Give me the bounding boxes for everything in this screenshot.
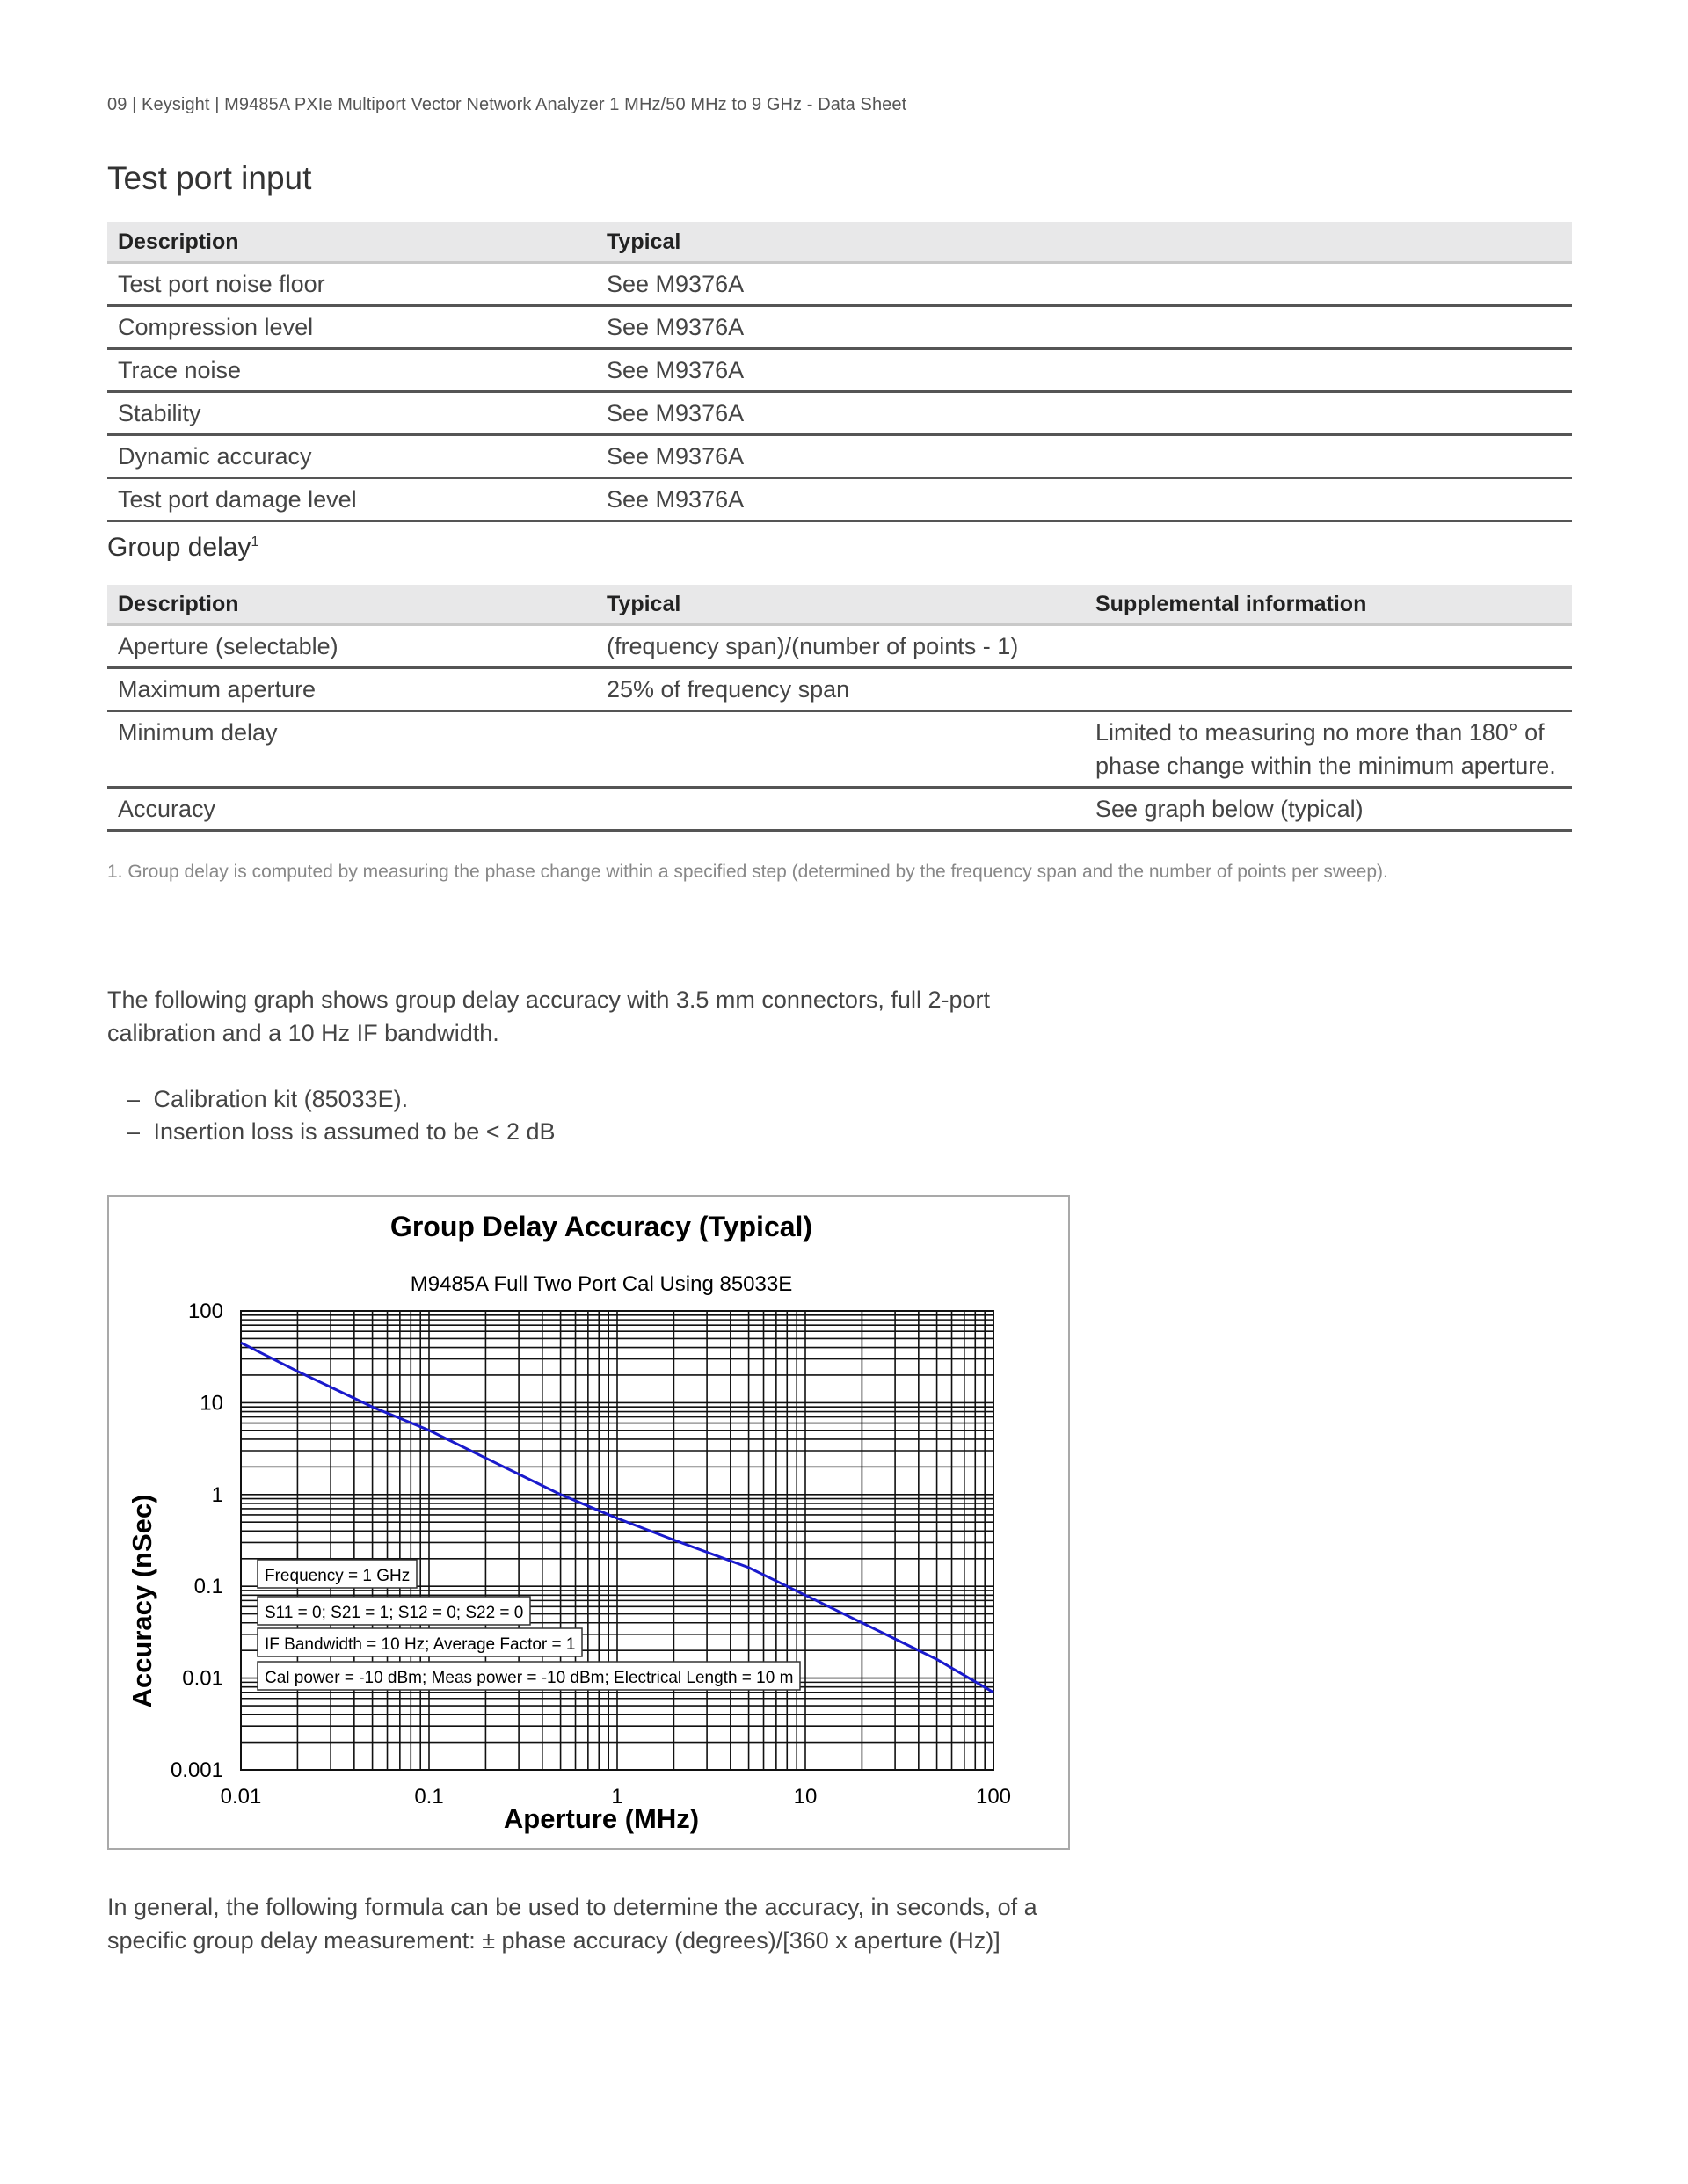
bullet-item: – Insertion loss is assumed to be < 2 dB — [127, 1116, 556, 1148]
x-tick-label: 10 — [793, 1785, 818, 1809]
table-row — [107, 711, 1572, 788]
cell-description: Minimum delay — [107, 711, 596, 788]
table-row — [107, 392, 1572, 435]
formula-paragraph: In general, the following formula can be used to determine the accuracy, in seconds, of a specific group delay measurement: ± phase accuracy (degrees)/[360 x aperture (Hz)] — [107, 1894, 1037, 1954]
table-header-row — [107, 222, 1572, 263]
cell-description: Dynamic accuracy — [107, 435, 596, 478]
chart-tick-labels — [171, 1299, 1011, 1809]
table-row — [107, 306, 1572, 349]
chart-annotations — [258, 1560, 800, 1690]
chart-svg — [109, 1197, 1072, 1852]
chart-y-axis-label: Accuracy (nSec) — [127, 1494, 157, 1708]
annotation-text: IF Bandwidth = 10 Hz; Average Factor = 1 — [265, 1635, 576, 1654]
cell-typical — [596, 788, 1085, 831]
cell-typical: See M9376A — [596, 349, 1572, 392]
cell-supplemental: See graph below (typical) — [1085, 788, 1572, 831]
cell-typical: See M9376A — [596, 392, 1572, 435]
annotation-text: S11 = 0; S21 = 1; S12 = 0; S22 = 0 — [265, 1604, 524, 1622]
x-tick-label: 0.01 — [220, 1785, 262, 1809]
cell-typical: (frequency span)/(number of points - 1) — [596, 625, 1085, 668]
annotation-box — [258, 1560, 417, 1588]
table-header-row — [107, 585, 1572, 625]
annotation-text: Frequency = 1 GHz — [265, 1567, 411, 1585]
cell-description: Compression level — [107, 306, 596, 349]
group-delay-chart — [107, 1195, 1070, 1850]
chart-grid — [241, 1311, 993, 1770]
cell-typical: See M9376A — [596, 263, 1572, 306]
y-tick-label: 1 — [211, 1482, 223, 1507]
chart-subtitle: M9485A Full Two Port Cal Using 85033E — [410, 1272, 793, 1296]
intro-bullet-list — [127, 1083, 556, 1148]
table-row — [107, 788, 1572, 831]
column-header: Typical — [596, 585, 1085, 625]
section-title-group-delay — [107, 533, 258, 563]
column-header: Supplemental information — [1085, 585, 1572, 625]
annotation-box — [258, 1628, 582, 1656]
y-tick-label: 10 — [200, 1391, 223, 1416]
cell-description: Maximum aperture — [107, 668, 596, 711]
cell-typical — [596, 711, 1085, 788]
cell-typical: See M9376A — [596, 478, 1572, 521]
chart-x-axis-label: Aperture (MHz) — [503, 1803, 700, 1834]
column-header: Description — [107, 222, 596, 263]
table-row — [107, 625, 1572, 668]
cell-description: Test port damage level — [107, 478, 596, 521]
annotation-text: Cal power = -10 dBm; Meas power = -10 dBm; Electrical Length = 10 m — [265, 1669, 794, 1687]
cell-typical: 25% of frequency span — [596, 668, 1085, 711]
cell-description: Stability — [107, 392, 596, 435]
annotation-box — [258, 1662, 800, 1690]
cell-description: Test port noise floor — [107, 263, 596, 306]
running-header: 09 | Keysight | M9485A PXIe Multiport Vector Network Analyzer 1 MHz/50 MHz to 9 GHz - Data Sheet — [107, 95, 907, 114]
footnote-marker: 1 — [251, 535, 259, 550]
x-tick-label: 1 — [611, 1785, 623, 1809]
y-tick-label: 0.1 — [193, 1575, 223, 1599]
table-row — [107, 263, 1572, 306]
cell-supplemental — [1085, 625, 1572, 668]
section-title-test-port-input: Test port input — [107, 160, 312, 196]
table-row — [107, 349, 1572, 392]
column-header: Typical — [596, 222, 1572, 263]
bullet-item: – Calibration kit (85033E). — [127, 1083, 556, 1116]
cell-description: Aperture (selectable) — [107, 625, 596, 668]
x-tick-label: 100 — [975, 1785, 1012, 1809]
x-tick-label: 0.1 — [414, 1785, 444, 1809]
table-row — [107, 478, 1572, 521]
cell-description: Accuracy — [107, 788, 596, 831]
table-row — [107, 668, 1572, 711]
cell-supplemental: Limited to measuring no more than 180° of phase change within the minimum aperture. — [1085, 711, 1572, 788]
chart-title: Group Delay Accuracy (Typical) — [389, 1211, 813, 1242]
y-tick-label: 100 — [187, 1299, 223, 1323]
cell-supplemental — [1085, 668, 1572, 711]
y-tick-label: 0.01 — [182, 1666, 223, 1691]
group-delay-footnote: 1. Group delay is computed by measuring the phase change within a specified step (determined by the frequency span and the number of points per sweep). — [107, 862, 1388, 882]
cell-description: Trace noise — [107, 349, 596, 392]
intro-paragraph: The following graph shows group delay accuracy with 3.5 mm connectors, full 2-port calibration and a 10 Hz IF bandwidth. — [107, 986, 990, 1046]
group-delay-table — [107, 585, 1572, 832]
cell-typical: See M9376A — [596, 306, 1572, 349]
cell-typical: See M9376A — [596, 435, 1572, 478]
y-tick-label: 0.001 — [170, 1758, 223, 1782]
annotation-box — [258, 1597, 530, 1625]
column-header: Description — [107, 585, 596, 625]
test-port-input-table — [107, 222, 1572, 522]
table-row — [107, 435, 1572, 478]
group-delay-title: Group delay — [107, 533, 251, 562]
